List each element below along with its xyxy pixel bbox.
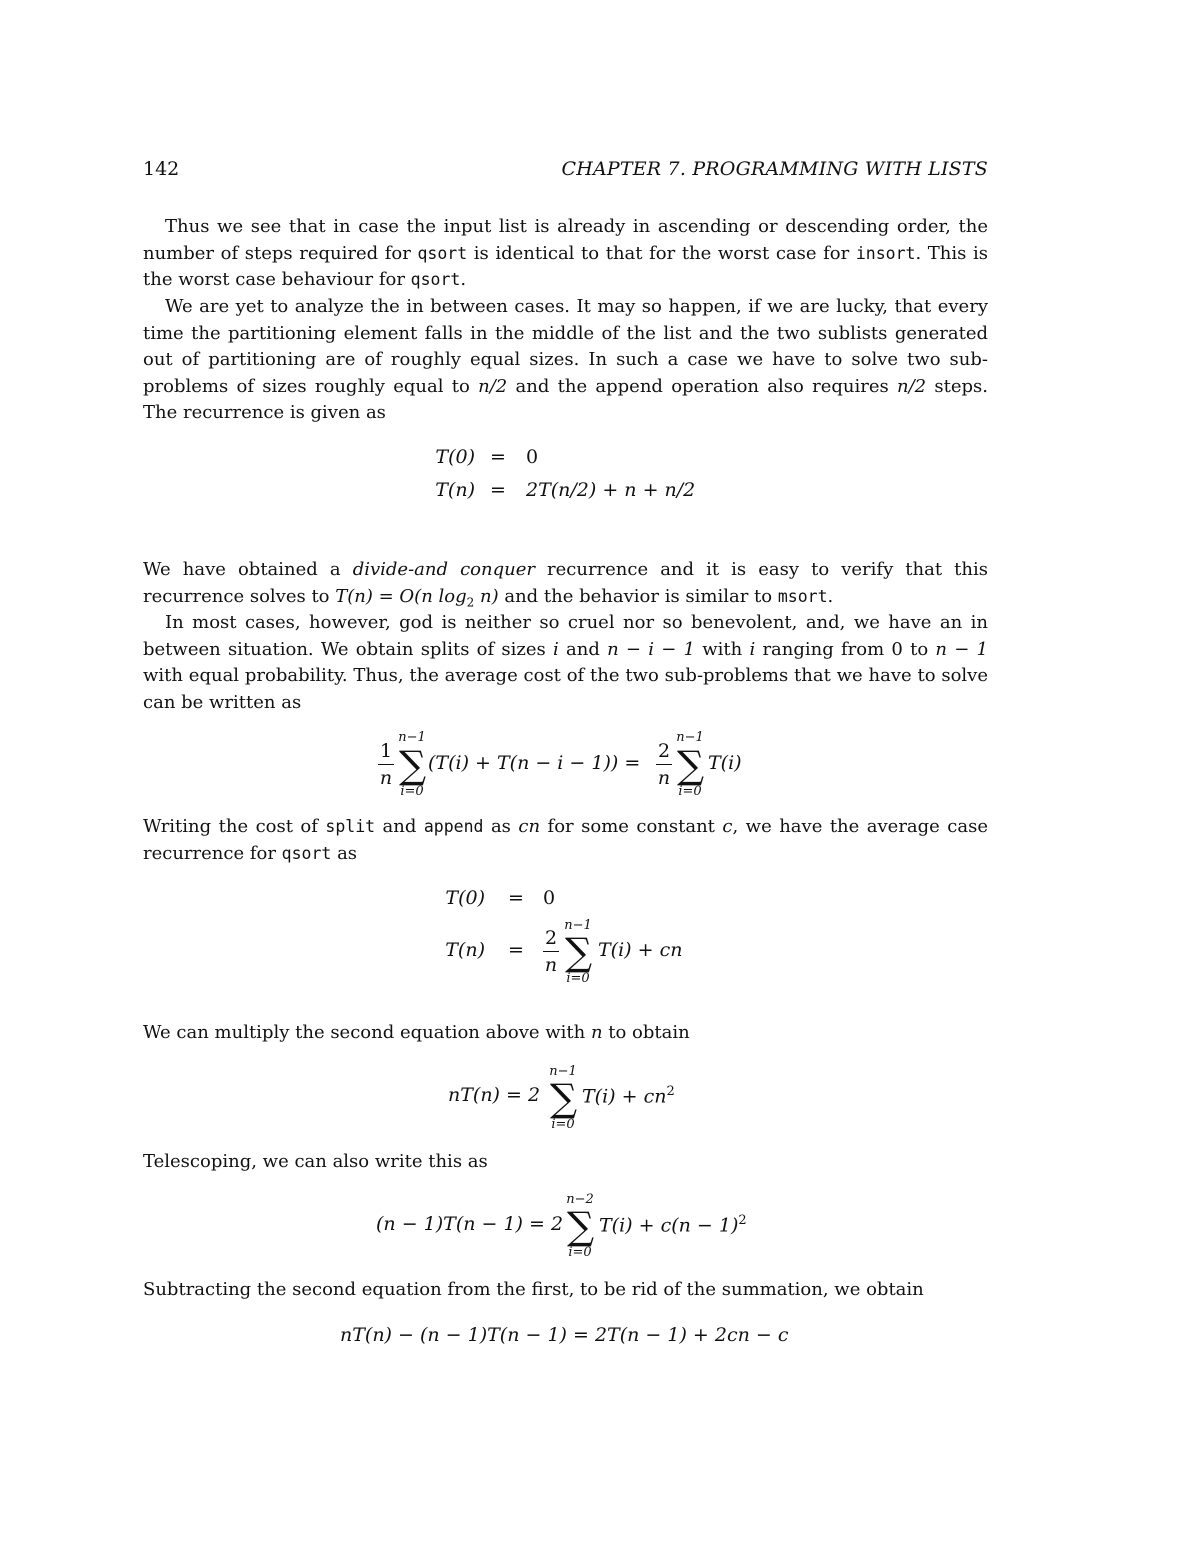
sum-lower-limit: i=0	[400, 784, 424, 799]
math-inline: i	[553, 638, 559, 660]
eq-body	[599, 1213, 747, 1236]
sum-lower-limit: i=0	[566, 971, 590, 986]
sigma-symbol: ∑	[567, 1204, 595, 1248]
eq-lhs: (n − 1)T(n − 1) = 2	[376, 1213, 564, 1235]
sum-upper-limit: n−1	[398, 730, 426, 745]
text: with equal probability. Thus, the average cost of the two sub-problems that we have to solve can be written as	[143, 665, 988, 713]
chapter-header: CHAPTER 7. PROGRAMMING WITH LISTS	[561, 158, 988, 180]
eq-sign: =	[490, 479, 506, 501]
text: ranging from 0 to	[755, 638, 936, 660]
sum-upper-limit: n−1	[676, 730, 704, 745]
math-inline: n/2	[478, 375, 508, 397]
equation-difference: nT(n) − (n − 1)T(n − 1) = 2T(n − 1) + 2cn − c	[340, 1324, 789, 1346]
math-inline: n	[590, 1022, 603, 1043]
text: Telescoping, we can also write this as	[143, 1151, 488, 1172]
paragraph-telescoping	[143, 1149, 988, 1176]
eq-lhs: T(0)	[445, 887, 485, 909]
eq-body: (T(i) + T(n − i − 1)) =	[428, 752, 641, 774]
math-inline: cn	[518, 816, 541, 837]
math-subscript: 2	[466, 595, 475, 610]
text: steps. The recurrence is given as	[143, 375, 989, 423]
text: Subtracting the second equation from the first, to be rid of the summation, we obtain	[143, 1279, 924, 1300]
text: recurrence and it is easy to verify that this recurrence solves to	[143, 559, 988, 607]
eq-rhs: 0	[543, 887, 556, 909]
eq-body-text: T(i) + cn	[582, 1085, 667, 1108]
paragraph-worst-case	[143, 214, 988, 294]
sigma-symbol: ∑	[677, 743, 705, 787]
emphasis: divide-and conquer	[352, 559, 535, 580]
sum-lower-limit: i=0	[551, 1117, 575, 1132]
eq-sign: =	[508, 887, 524, 909]
math-inline: c	[722, 816, 733, 837]
page-number: 142	[143, 158, 180, 180]
denominator: n	[379, 767, 393, 789]
math-inline: T(n) = O(n log	[335, 585, 467, 607]
math-inline: n − i − 1	[607, 638, 695, 660]
text: and the append operation also requires	[507, 375, 898, 397]
text: We can multiply the second equation above with	[143, 1022, 591, 1043]
math-inline: n − 1	[935, 638, 988, 660]
sigma-symbol: ∑	[399, 743, 427, 787]
code-append: append	[423, 817, 484, 836]
text: We are yet to analyze the in between cases. It may so happen, if we are lucky, that every time the partitioning element falls in the middle of the list and the two sublists generated out of partitioning are of roughly equal sizes. In such a case we have to solve two sub-problems of sizes roughly equal to	[143, 296, 988, 397]
paragraph-subtracting	[143, 1277, 988, 1304]
fraction	[656, 740, 672, 789]
paragraph-multiply	[143, 1020, 988, 1047]
fraction	[543, 927, 559, 976]
denominator: n	[657, 767, 671, 789]
text: .	[460, 269, 467, 290]
eq-sign: =	[490, 446, 506, 468]
paragraph-cost-split-append	[143, 814, 988, 867]
text: . This is the worst case behaviour for	[143, 242, 988, 290]
sum-upper-limit: n−1	[564, 918, 592, 933]
eq-rhs: 0	[526, 446, 539, 468]
text: and	[375, 816, 424, 837]
denominator: n	[544, 954, 558, 976]
math-inline: i	[749, 638, 756, 660]
math-superscript: 2	[666, 1084, 675, 1099]
code-split: split	[325, 817, 376, 836]
sum-lower-limit: i=0	[678, 784, 702, 799]
fraction	[378, 740, 394, 789]
sum-upper-limit: n−1	[549, 1064, 577, 1079]
text: as	[483, 816, 519, 837]
code-qsort: qsort	[281, 843, 332, 863]
eq-body	[582, 1084, 675, 1107]
numerator: 2	[544, 927, 558, 949]
text: In most cases, however, god is neither so cruel nor so benevolent, and, we have an in between situation. We obtain splits of sizes	[143, 612, 988, 660]
math-superscript: 2	[738, 1213, 747, 1228]
numerator: 2	[657, 740, 671, 762]
paragraph-in-between	[143, 294, 988, 427]
code-insort: insort	[855, 243, 916, 263]
eq-body-text: T(i) + c(n − 1)	[599, 1214, 739, 1237]
paragraph-average-case	[143, 610, 988, 716]
sum-lower-limit: i=0	[568, 1245, 592, 1260]
fraction-bar	[656, 764, 672, 765]
numerator: 1	[379, 740, 393, 762]
eq-sign: =	[508, 939, 524, 961]
math-inline: n)	[474, 585, 499, 607]
eq-lhs: nT(n) = 2	[448, 1084, 541, 1106]
text: is identical to that for the worst case for	[467, 242, 856, 264]
code-msort: msort	[777, 586, 828, 606]
eq-body: T(i)	[708, 752, 742, 774]
fraction-bar	[378, 764, 394, 765]
text: and the behavior is similar to	[498, 585, 778, 607]
text: , we have the average case recurrence for	[143, 816, 988, 864]
sum-upper-limit: n−2	[566, 1192, 594, 1207]
paragraph-divide-conquer	[143, 557, 988, 616]
eq-rhs: 2T(n/2) + n + n/2	[526, 479, 696, 501]
eq-lhs: T(n)	[435, 479, 475, 501]
text: for some constant	[540, 816, 723, 837]
eq-body: T(i) + cn	[598, 939, 683, 961]
text: with	[694, 638, 750, 660]
sigma-symbol: ∑	[565, 930, 593, 974]
text: and	[558, 638, 608, 660]
text: as	[331, 842, 358, 864]
sigma-symbol: ∑	[550, 1076, 578, 1120]
text: to obtain	[602, 1022, 690, 1043]
math-inline: n/2	[897, 375, 927, 397]
code-qsort: qsort	[410, 270, 461, 289]
text: Thus we see that in case the input list is already in ascending or descending order, the number of steps required for	[143, 216, 988, 264]
text: Writing the cost of	[143, 816, 326, 837]
code-qsort: qsort	[417, 243, 468, 263]
eq-lhs: T(n)	[445, 939, 485, 961]
fraction-bar	[543, 951, 559, 952]
text: We have obtained a	[143, 559, 353, 580]
text: .	[827, 585, 834, 607]
eq-lhs: T(0)	[435, 446, 475, 468]
